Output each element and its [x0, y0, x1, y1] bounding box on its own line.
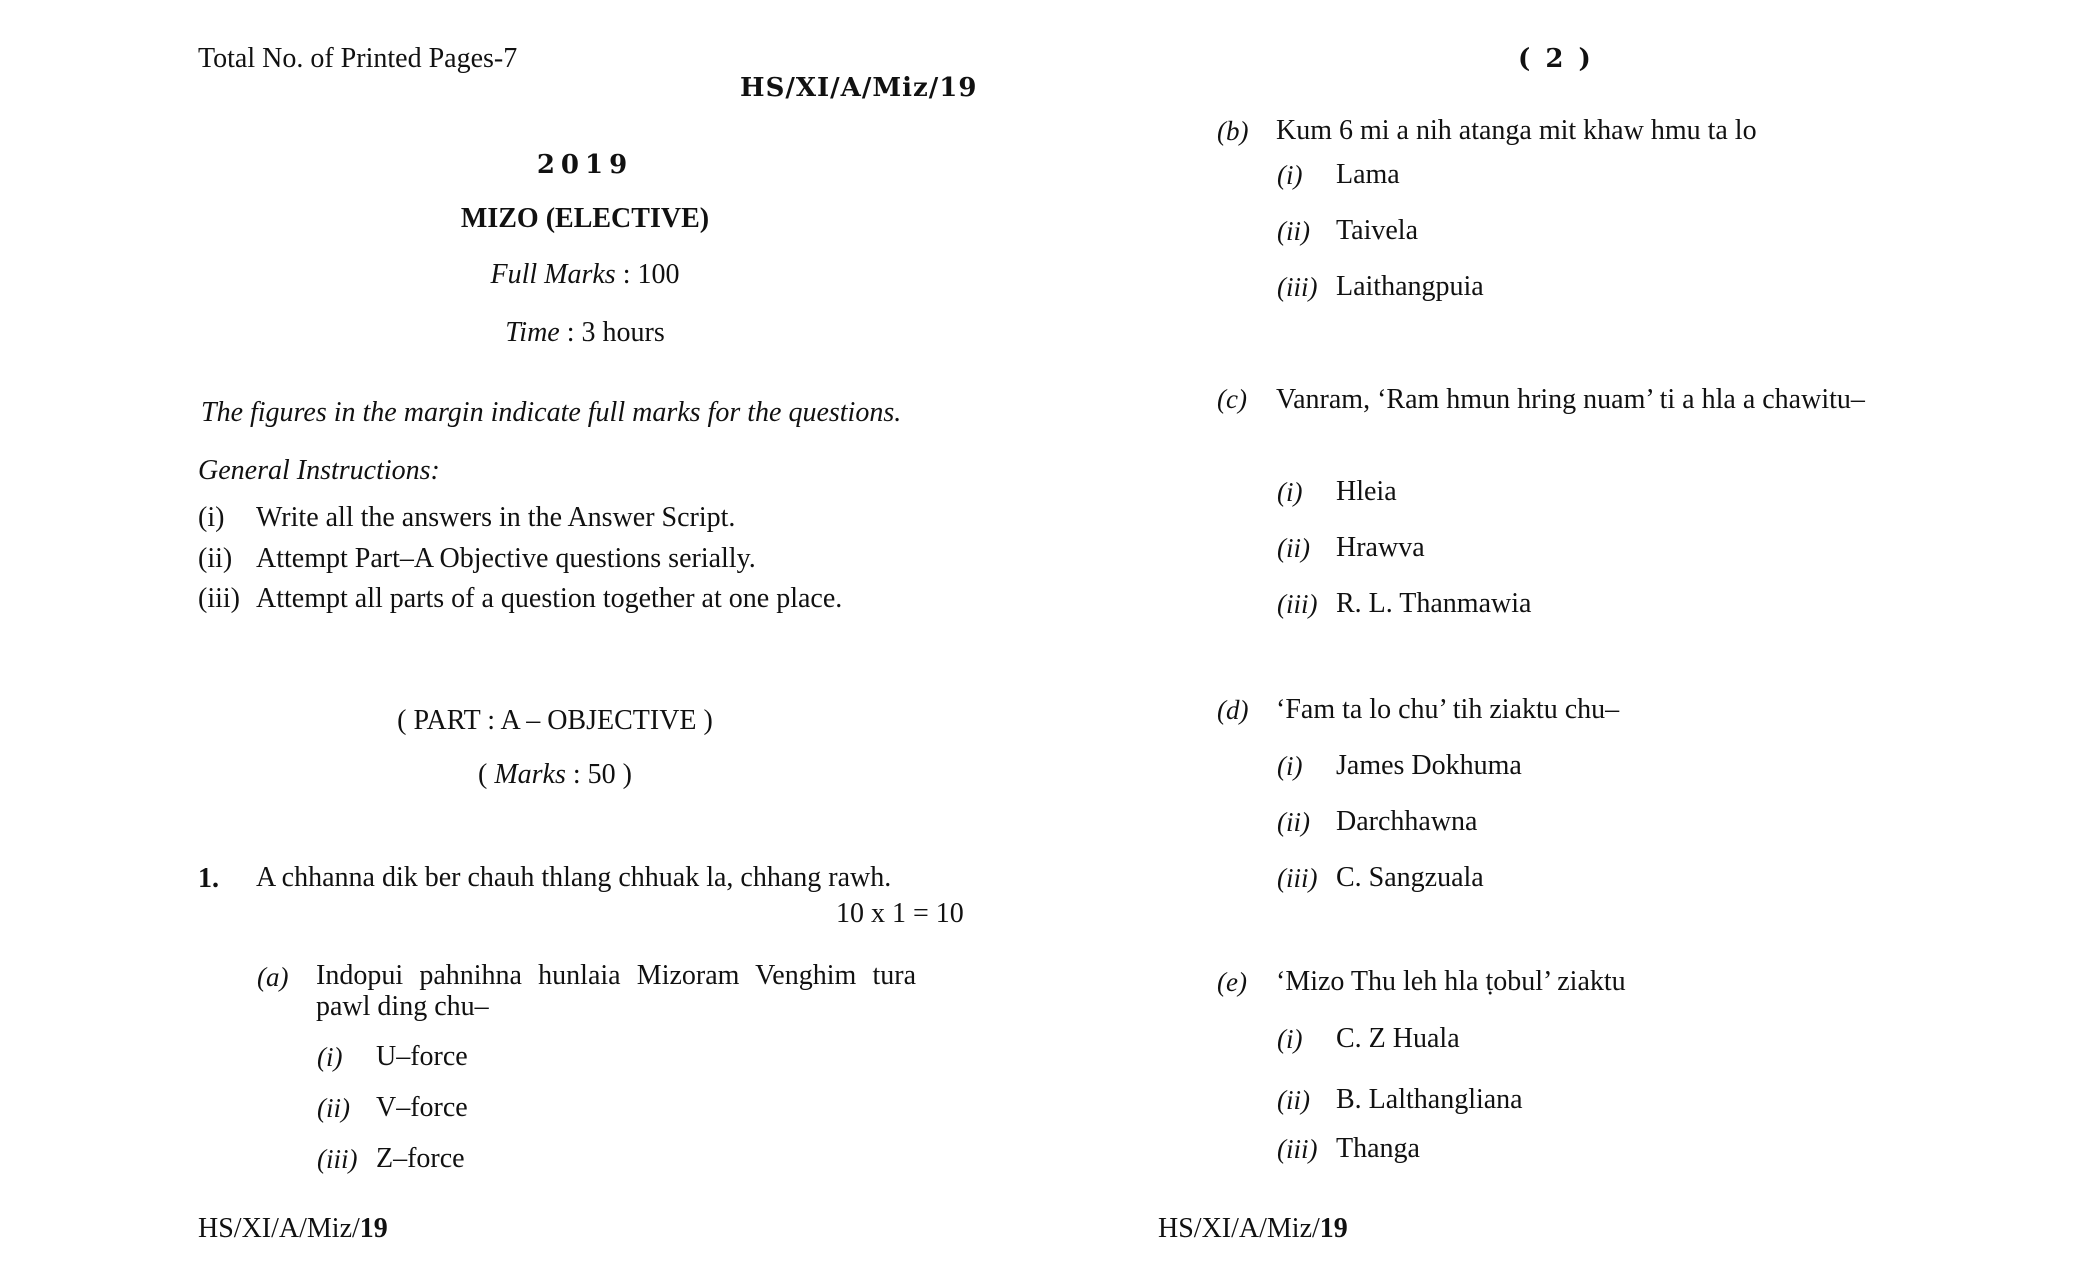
option-label: (ii) — [317, 1093, 350, 1123]
option-label: (i) — [1277, 1024, 1303, 1054]
page-footer — [198, 1212, 388, 1246]
option-label: (ii) — [1277, 1085, 1310, 1115]
exam-time — [0, 316, 1170, 350]
time-value: : 3 hours — [566, 317, 665, 348]
option-label: (iii) — [317, 1144, 358, 1174]
option-label: (iii) — [1277, 863, 1318, 893]
footer-code: HS/XI/A/Miz/ — [198, 1213, 360, 1244]
option-label: (ii) — [1277, 807, 1310, 837]
option-label: (ii) — [1277, 216, 1310, 246]
instruction-text: Attempt Part–A Objective questions serially. — [256, 543, 756, 574]
subquestion-text: Kum 6 mi a nih atanga mit khaw hmu ta lo — [1276, 115, 1757, 146]
question-marks: 10 x 1 = 10 — [836, 898, 964, 929]
subject-title: MIZO (ELECTIVE) — [460, 203, 710, 234]
full-marks-value: : 100 — [622, 259, 680, 290]
instructions-heading: General Instructions: — [198, 455, 440, 486]
option-label: (iii) — [1277, 1134, 1318, 1164]
marks-value: : 50 ) — [572, 759, 632, 790]
option-label: (i) — [1277, 160, 1303, 190]
question-number: 1. — [198, 863, 219, 894]
subquestion-text: ‘Fam ta lo chu’ tih ziaktu chu– — [1276, 694, 1620, 725]
option-text: Z–force — [376, 1143, 465, 1174]
option-label: (i) — [317, 1042, 343, 1072]
question-text: A chhanna dik ber chauh thlang chhuak la, chhang rawh. — [256, 862, 892, 893]
option-text: Thanga — [1336, 1133, 1420, 1164]
part-heading: ( PART : A – OBJECTIVE ) — [397, 705, 713, 736]
option-text: Laithangpuia — [1336, 271, 1484, 302]
part-marks — [0, 758, 1110, 792]
instruction-text: Attempt all parts of a question together at one place. — [256, 583, 843, 614]
option-label: (iii) — [1277, 589, 1318, 619]
page-right — [1050, 0, 2100, 1275]
option-text: B. Lalthangliana — [1336, 1084, 1523, 1115]
subquestion-label: (d) — [1217, 695, 1249, 725]
option-text: R. L. Thanmawia — [1336, 588, 1532, 619]
option-text: Darchhawna — [1336, 806, 1478, 837]
option-text: Hleia — [1336, 476, 1397, 507]
full-marks — [0, 258, 1170, 292]
footer-year: 19 — [1319, 1213, 1348, 1244]
page-number: ( 2 ) — [1518, 44, 1594, 74]
footer-code: HS/XI/A/Miz/ — [1158, 1213, 1320, 1244]
printed-pages-count: Total No. of Printed Pages-7 — [198, 43, 518, 74]
option-label: (i) — [1277, 477, 1303, 507]
instruction-num: (i) — [198, 502, 225, 533]
instruction-num: (iii) — [198, 583, 240, 614]
option-text: Hrawva — [1336, 532, 1425, 563]
instruction-num: (ii) — [198, 543, 233, 574]
page-footer — [1158, 1212, 1348, 1246]
margin-note: The figures in the margin indicate full marks for the questions. — [201, 397, 902, 428]
marks-open: ( — [478, 759, 488, 790]
option-text: C. Sangzuala — [1336, 862, 1484, 893]
subquestion-text: Indopui pahnihna hunlaia Mizoram Venghim tura pawl ding chu– — [316, 960, 916, 1022]
option-label: (iii) — [1277, 272, 1318, 302]
exam-year: 2019 — [536, 150, 634, 180]
option-text: V–force — [376, 1092, 468, 1123]
option-text: Lama — [1336, 159, 1400, 190]
footer-year: 19 — [359, 1213, 388, 1244]
option-label: (ii) — [1277, 533, 1310, 563]
time-label: Time — [505, 317, 560, 348]
option-text: C. Z Huala — [1336, 1023, 1460, 1054]
subquestion-text: Vanram, ‘Ram hmun hring nuam’ ti a hla a chawitu– — [1276, 384, 1865, 415]
full-marks-label: Full Marks — [490, 259, 616, 290]
subquestion-text: ‘Mizo Thu leh hla ṭobul’ ziaktu — [1276, 966, 1626, 997]
option-text: U–force — [376, 1041, 468, 1072]
subquestion-label: (b) — [1217, 116, 1249, 146]
option-text: Taivela — [1336, 215, 1418, 246]
option-label: (i) — [1277, 751, 1303, 781]
subquestion-label: (a) — [257, 962, 289, 992]
marks-label: Marks — [494, 759, 566, 790]
paper-code: HS/XI/A/Miz/19 — [740, 73, 978, 103]
subquestion-label: (e) — [1217, 967, 1247, 997]
subquestion-label: (c) — [1217, 384, 1247, 414]
instruction-text: Write all the answers in the Answer Script. — [256, 502, 736, 533]
option-text: James Dokhuma — [1336, 750, 1522, 781]
